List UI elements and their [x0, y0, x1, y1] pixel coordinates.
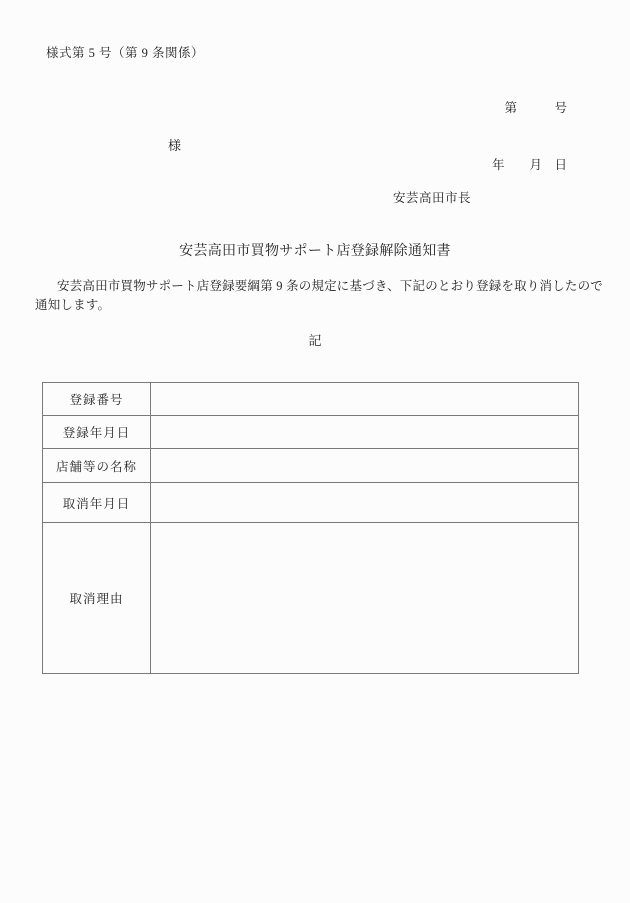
row-label-store-name: 店舗等の名称: [43, 449, 151, 483]
date-line: 年 月 日: [491, 158, 567, 172]
table-row: [43, 449, 579, 483]
doc-number-date-block: [492, 61, 567, 213]
row-label-cancellation-date: 取消年月日: [43, 483, 151, 523]
list-marker-ki: 記: [308, 333, 322, 348]
addressee-suffix: 様: [168, 138, 182, 153]
row-label-registration-date: 登録年月日: [43, 416, 151, 449]
table-row: [43, 383, 579, 416]
table-row: [43, 483, 579, 523]
row-value-registration-number: [151, 383, 579, 416]
row-value-cancellation-date: [151, 483, 579, 523]
body-line-2: 通知します。: [35, 298, 111, 312]
registration-cancellation-table: [42, 382, 579, 674]
row-label-registration-number: 登録番号: [43, 383, 151, 416]
doc-number-line: 第 号: [504, 101, 567, 115]
row-value-cancellation-reason: [151, 523, 579, 674]
document-title: 安芸高田市買物サポート店登録解除通知書: [179, 244, 451, 259]
sender-name: 安芸高田市長: [393, 191, 472, 205]
row-value-registration-date: [151, 416, 579, 449]
body-line-1: 安芸高田市買物サポート店登録要綱第 9 条の規定に基づき、下記のとおり登録を取り消したので: [57, 279, 604, 293]
table-row: [43, 416, 579, 449]
row-label-cancellation-reason: 取消理由: [43, 523, 151, 674]
row-value-store-name: [151, 449, 579, 483]
table-row: [43, 523, 579, 674]
form-number: 様式第 5 号（第 9 条関係）: [46, 46, 205, 60]
body-paragraph: [35, 277, 604, 315]
